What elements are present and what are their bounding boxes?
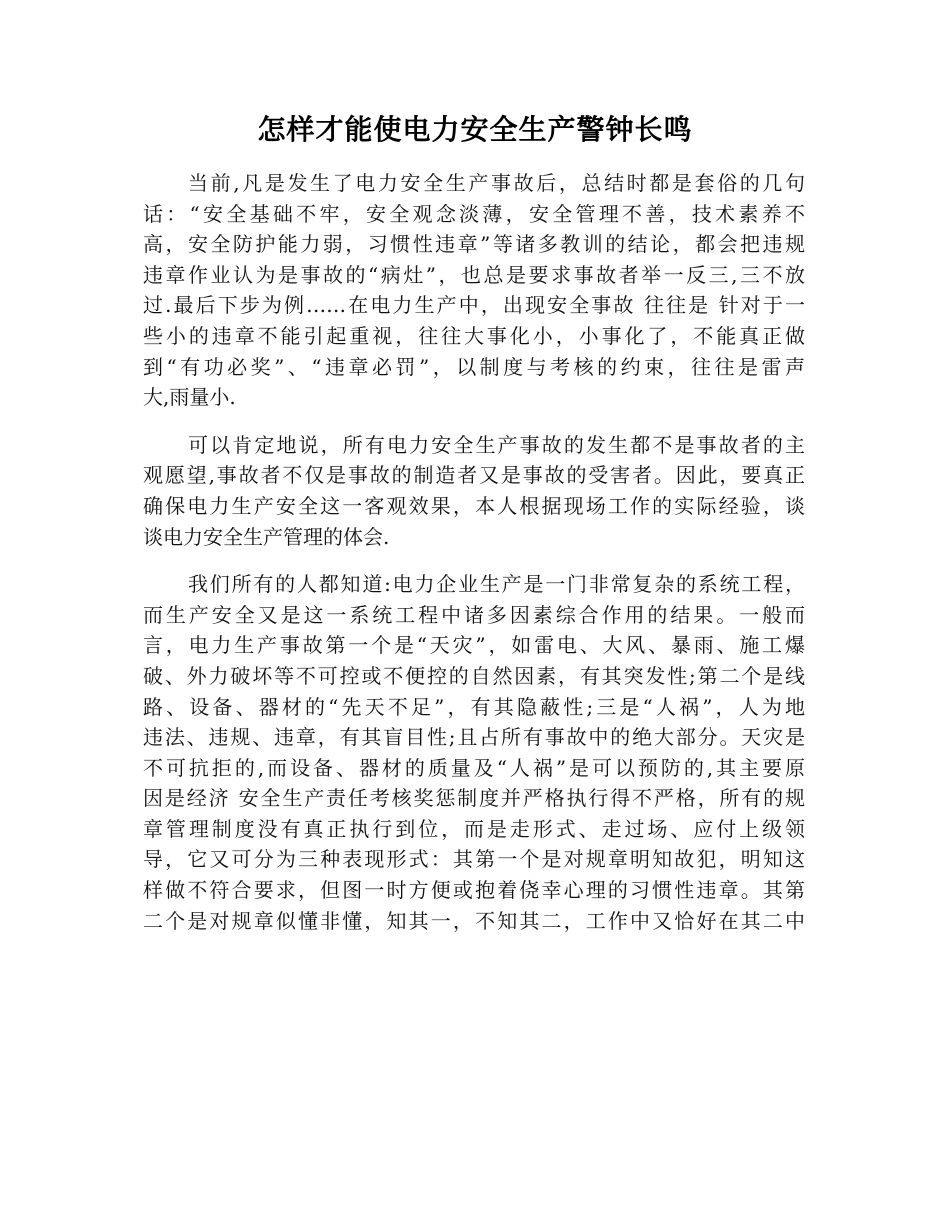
text-line: 导，它又可分为三种表现形式：其第一个是对规章明知故犯，明知这: [143, 847, 805, 872]
paragraph-1: [143, 168, 805, 413]
text-line: 而生产安全又是这一系统工程中诸多因素综合作用的结果。一般而: [143, 602, 805, 627]
paragraph-3: [143, 569, 805, 936]
text-line: 违法、违规、违章，有其盲目性;且占所有事故中的绝大部分。天灾是: [143, 725, 805, 750]
text-line: 观愿望,事故者不仅是事故的制造者又是事故的受害者。因此，要真正: [143, 463, 805, 488]
text-line: 当前,凡是发生了电力安全生产事故后，总结时都是套俗的几句: [188, 171, 805, 195]
text-line: 不可抗拒的,而设备、器材的质量及“人祸”是可以预防的,其主要原: [143, 755, 805, 780]
document-title: 怎样才能使电力安全生产警钟长鸣: [257, 113, 693, 146]
text-line: 言，电力生产事故第一个是“天灾”，如雷电、大风、暴雨、施工爆: [143, 633, 805, 658]
text-line: 因是经济 安全生产责任考核奖惩制度并严格执行得不严格，所有的规: [143, 786, 805, 811]
text-line: 可以肯定地说，所有电力安全生产事故的发生都不是事故者的主: [188, 432, 805, 457]
paragraph-2: [143, 430, 805, 552]
text-line: 违章作业认为是事故的“病灶”，也总是要求事故者举一反三,三不放: [143, 262, 805, 287]
text-line: 谈电力安全生产管理的体会.: [143, 524, 390, 549]
text-line: 样做不符合要求，但图一时方便或抱着侥幸心理的习惯性违章。其第: [143, 878, 805, 903]
text-line: 大,雨量小.: [143, 385, 236, 410]
text-line: 确保电力生产安全这一客观效果，本人根据现场工作的实际经验，谈: [143, 493, 805, 518]
text-line: 我们所有的人都知道:电力企业生产是一门非常复杂的系统工程，: [188, 572, 805, 597]
text-line: 些小的违章不能引起重视，往往大事化小，小事化了，不能真正做: [143, 323, 805, 348]
text-line: 高，安全防护能力弱，习惯性违章”等诸多教训的结论，都会把违规: [143, 232, 805, 257]
text-line: 二个是对规章似懂非懂，知其一，不知其二，工作中又恰好在其二中: [143, 908, 805, 933]
text-line: 到“有功必奖”、“违章必罚”，以制度与考核的约束，往往是雷声: [143, 354, 805, 379]
text-line: 过.最后下步为例……在电力生产中，出现安全事故 往往是 针对于一: [143, 293, 805, 318]
text-line: 章管理制度没有真正执行到位，而是走形式、走过场、应付上级领: [143, 816, 805, 841]
text-line: 路、设备、器材的“先天不足”，有其隐蔽性;三是“人祸”，人为地: [143, 694, 805, 719]
text-line: 话：“安全基础不牢，安全观念淡薄，安全管理不善，技术素养不: [143, 201, 805, 226]
text-line: 破、外力破坏等不可控或不便控的自然因素，有其突发性;第二个是线: [143, 663, 805, 688]
document-body: [143, 168, 805, 953]
